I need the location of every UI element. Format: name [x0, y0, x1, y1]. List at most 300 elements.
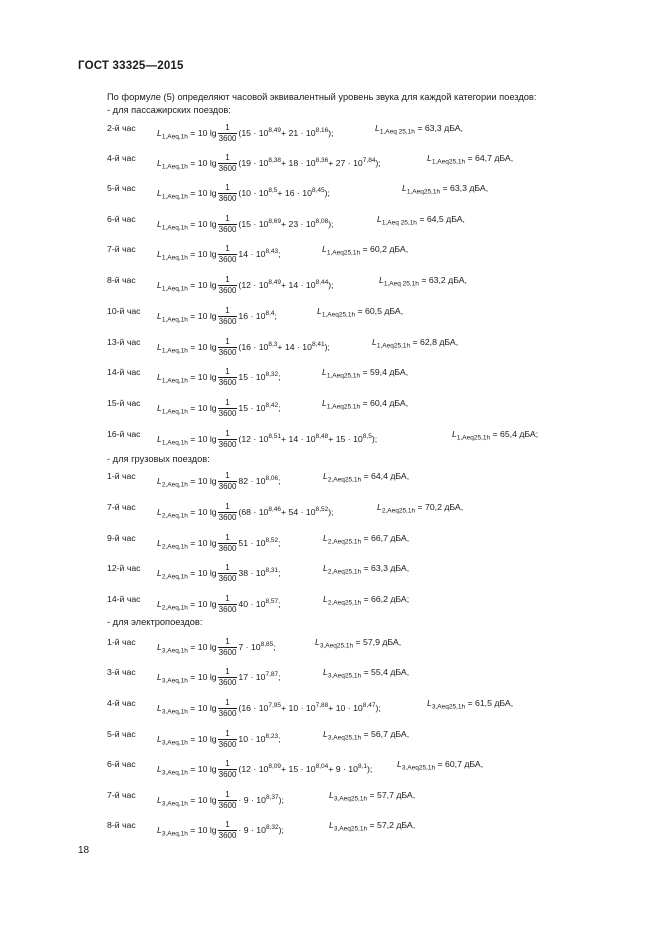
level-symbol: L [157, 794, 162, 805]
fraction [218, 275, 238, 296]
hour-label: 5-й час [107, 183, 136, 193]
level-symbol: L [157, 402, 162, 413]
result-value [323, 729, 409, 742]
log-operator: = 10 lg [190, 279, 217, 290]
level-subscript: 1,Aeq,1h [161, 254, 188, 262]
formula-expression [157, 337, 330, 358]
sum-expression: $40 \cdot 10^{8,57}$; [238, 597, 281, 609]
result-value [323, 471, 409, 484]
level-symbol: L [157, 641, 162, 652]
log-operator: = 10 lg [190, 371, 217, 382]
result-symbol: L [397, 759, 402, 769]
fraction [218, 398, 238, 419]
hour-label: 5-й час [107, 729, 136, 739]
log-operator: = 10 lg [190, 567, 217, 578]
sum-expression: $(12 \cdot 10^{8,49}+ 14 \cdot 10^{8,44})$; [238, 278, 334, 290]
fraction-numerator: 1 [218, 398, 238, 409]
result-level: = 70,2 дБА, [417, 502, 464, 512]
result-subscript: 1,Aeq 25,1h [383, 280, 419, 288]
sum-expression: $17 \cdot 10^{7,87}$; [238, 670, 281, 682]
result-level: = 60,5 дБА, [357, 306, 404, 316]
result-symbol: L [402, 183, 407, 193]
level-subscript: 2,Aeq,1h [161, 543, 188, 551]
sum-expression: $(16 \cdot 10^{8,3}+ 14 \cdot 10^{8,41})$; [238, 340, 330, 352]
fraction-denominator: 3600 [218, 709, 237, 718]
result-symbol: L [452, 429, 457, 439]
log-operator: = 10 lg [190, 671, 217, 682]
result-subscript: 2,Aeq25,1h [381, 507, 416, 515]
hour-label: 1-й час [107, 637, 136, 647]
level-symbol: L [157, 279, 162, 290]
fraction-numerator: 1 [218, 123, 238, 134]
fraction-numerator: 1 [218, 337, 238, 348]
result-symbol: L [323, 729, 328, 739]
sum-expression: $7 \cdot 10^{8,85}$; [238, 640, 276, 652]
fraction-denominator: 3600 [218, 225, 237, 234]
result-symbol: L [329, 790, 334, 800]
result-symbol: L [377, 502, 382, 512]
result-subscript: 1,Aeq25,1h [326, 249, 361, 257]
result-subscript: 3,Aeq25,1h [319, 642, 354, 650]
formula-expression [157, 502, 334, 523]
level-symbol: L [157, 506, 162, 517]
level-subscript: 3,Aeq,1h [161, 677, 188, 685]
result-symbol: L [323, 594, 328, 604]
result-symbol: L [323, 471, 328, 481]
fraction [218, 306, 238, 327]
result-subscript: 1,Aeq 25,1h [381, 219, 417, 227]
formula-expression [157, 429, 377, 450]
hour-label: 8-й час [107, 275, 136, 285]
fraction [218, 244, 238, 265]
log-operator: = 10 lg [190, 824, 217, 835]
level-subscript: 1,Aeq,1h [161, 163, 188, 171]
result-value [323, 667, 409, 680]
formula-expression [157, 275, 334, 296]
hour-label: 8-й час [107, 820, 136, 830]
result-value [377, 214, 465, 227]
hour-label: 4-й час [107, 153, 136, 163]
level-symbol: L [157, 763, 162, 774]
fraction-denominator: 3600 [218, 605, 237, 614]
hour-label: 6-й час [107, 214, 136, 224]
result-subscript: 2,Aeq25,1h [327, 538, 362, 546]
formula-expression [157, 153, 381, 174]
fraction [218, 729, 238, 750]
formula-expression [157, 214, 334, 235]
result-level: = 60,2 дБА, [362, 244, 409, 254]
fraction-numerator: 1 [218, 820, 238, 831]
fraction [218, 820, 238, 841]
result-level: = 61,5 дБА, [467, 698, 514, 708]
level-subscript: 1,Aeq,1h [161, 347, 188, 355]
result-subscript: 2,Aeq25,1h [327, 599, 362, 607]
fraction-denominator: 3600 [218, 770, 237, 779]
fraction-denominator: 3600 [218, 194, 237, 203]
fraction-numerator: 1 [218, 502, 238, 513]
sum-expression: $(19 \cdot 10^{8,38}+ 18 \cdot 10^{8,36}+ 27 \cdot 10^{7,84})$; [238, 156, 381, 168]
log-operator: = 10 lg [190, 341, 217, 352]
result-subscript: 3,Aeq25,1h [401, 764, 436, 772]
sum-expression: $51 \cdot 10^{8,52}$; [238, 536, 281, 548]
result-value [427, 153, 513, 166]
fraction-numerator: 1 [218, 306, 238, 317]
result-level: = 63,3 дБА, [363, 563, 410, 573]
fraction-denominator: 3600 [218, 378, 237, 387]
sum-expression: $(15 \cdot 10^{8,49}+ 21 \cdot 10^{8,16})$; [238, 126, 334, 138]
formula-expression [157, 820, 284, 841]
result-symbol: L [375, 123, 380, 133]
result-level: = 57,7 дБА, [369, 790, 416, 800]
fraction [218, 790, 238, 811]
fraction-numerator: 1 [218, 790, 238, 801]
hour-label: 13-й час [107, 337, 141, 347]
fraction [218, 337, 238, 358]
level-symbol: L [157, 157, 162, 168]
level-subscript: 3,Aeq,1h [161, 769, 188, 777]
result-subscript: 1,Aeq 25,1h [379, 128, 415, 136]
result-value [322, 398, 408, 411]
hour-label: 15-й час [107, 398, 141, 408]
result-value [452, 429, 538, 442]
result-value [329, 820, 415, 833]
hour-label: 14-й час [107, 594, 141, 604]
log-operator: = 10 lg [190, 218, 217, 229]
formula-expression [157, 533, 281, 554]
fraction [218, 429, 238, 450]
result-value [317, 306, 403, 319]
hour-label: 9-й час [107, 533, 136, 543]
intro-line: По формуле (5) определяют часовой эквивалентный уровень звука для каждой категории поездов: [107, 92, 537, 102]
result-value [427, 698, 513, 711]
result-level: = 56,7 дБА, [363, 729, 410, 739]
fraction-numerator: 1 [218, 214, 238, 225]
log-operator: = 10 lg [190, 127, 217, 138]
formula-expression [157, 398, 281, 419]
fraction-denominator: 3600 [218, 440, 237, 449]
fraction [218, 667, 238, 688]
sum-expression: $15 \cdot 10^{8,42}$; [238, 401, 281, 413]
result-symbol: L [372, 337, 377, 347]
level-subscript: 3,Aeq,1h [161, 830, 188, 838]
fraction-numerator: 1 [218, 183, 238, 194]
log-operator: = 10 lg [190, 402, 217, 413]
fraction [218, 123, 238, 144]
fraction-denominator: 3600 [218, 134, 237, 143]
section-heading-electric: - для электропоездов: [107, 617, 203, 627]
fraction [218, 367, 238, 388]
result-level: = 64,7 дБА, [467, 153, 514, 163]
formula-expression [157, 759, 372, 780]
result-symbol: L [317, 306, 322, 316]
document-standard-header: ГОСТ 33325—2015 [78, 60, 184, 72]
level-symbol: L [157, 475, 162, 486]
hour-label: 14-й час [107, 367, 141, 377]
result-value [379, 275, 467, 288]
fraction [218, 533, 238, 554]
result-level: = 66,7 дБА, [363, 533, 410, 543]
formula-expression [157, 367, 281, 388]
formula-expression [157, 471, 281, 492]
level-subscript: 3,Aeq,1h [161, 739, 188, 747]
fraction-denominator: 3600 [218, 482, 237, 491]
result-level: = 63,2 дБА, [421, 275, 467, 285]
level-symbol: L [157, 733, 162, 744]
level-symbol: L [157, 671, 162, 682]
formula-expression [157, 637, 276, 658]
hour-label: 12-й час [107, 563, 141, 573]
result-subscript: 3,Aeq25,1h [333, 795, 368, 803]
fraction-denominator: 3600 [218, 348, 237, 357]
result-symbol: L [322, 398, 327, 408]
log-operator: = 10 lg [190, 475, 217, 486]
level-symbol: L [157, 187, 162, 198]
sum-expression: $82 \cdot 10^{8,06}$; [238, 474, 281, 486]
formula-expression [157, 594, 281, 615]
fraction-denominator: 3600 [218, 740, 237, 749]
result-subscript: 3,Aeq25,1h [431, 703, 466, 711]
page-number: 18 [78, 845, 90, 856]
level-symbol: L [157, 824, 162, 835]
fraction [218, 594, 238, 615]
log-operator: = 10 lg [190, 794, 217, 805]
result-level: = 57,2 дБА, [369, 820, 416, 830]
result-level: = 55,4 дБА, [363, 667, 410, 677]
hour-label: 7-й час [107, 790, 136, 800]
result-value [372, 337, 458, 350]
result-subscript: 1,Aeq25.1h [326, 403, 361, 411]
log-operator: = 10 lg [190, 702, 217, 713]
log-operator: = 10 lg [190, 187, 217, 198]
log-operator: = 10 lg [190, 733, 217, 744]
result-symbol: L [323, 563, 328, 573]
result-symbol: L [377, 214, 382, 224]
result-level: = 60,7 дБА, [437, 759, 484, 769]
formula-expression [157, 306, 277, 327]
fraction-numerator: 1 [218, 667, 238, 678]
level-subscript: 2,Aeq,1h [161, 481, 188, 489]
result-symbol: L [322, 244, 327, 254]
result-value [375, 123, 463, 136]
fraction-numerator: 1 [218, 729, 238, 740]
fraction-denominator: 3600 [218, 801, 237, 810]
fraction-numerator: 1 [218, 637, 238, 648]
fraction [218, 153, 238, 174]
sum-expression: $14 \cdot 10^{8,43}$; [238, 247, 281, 259]
result-subscript: 2,Aeq25,1h [327, 476, 362, 484]
level-symbol: L [157, 702, 162, 713]
fraction-denominator: 3600 [218, 831, 237, 840]
result-level: = 59,4 дБА, [362, 367, 409, 377]
intro-subheading-passenger: - для пассажирских поездов: [107, 105, 231, 115]
section-heading-freight: - для грузовых поездов: [107, 454, 210, 464]
hour-label: 7-й час [107, 244, 136, 254]
result-subscript: 1,Aeq25,1h [376, 342, 411, 350]
result-symbol: L [379, 275, 384, 285]
sum-expression: $16 \cdot 10^{8,4}$; [238, 309, 277, 321]
result-symbol: L [329, 820, 334, 830]
sum-expression: $(12 \cdot 10^{8,09}+ 15 \cdot 10^{8,04}+ 9 \cdot 10^{8,1})$; [238, 762, 373, 774]
fraction-numerator: 1 [218, 533, 238, 544]
level-subscript: 2,Aeq,1h [161, 573, 188, 581]
fraction-denominator: 3600 [218, 317, 237, 326]
level-subscript: 3,Aeq,1h [161, 800, 188, 808]
result-value [377, 502, 463, 515]
log-operator: = 10 lg [190, 763, 217, 774]
result-subscript: 1,Aeq25,1h [326, 372, 361, 380]
result-symbol: L [323, 667, 328, 677]
level-subscript: 2,Aeq,1h [161, 512, 188, 520]
fraction-denominator: 3600 [218, 286, 237, 295]
fraction [218, 637, 238, 658]
fraction [218, 563, 238, 584]
log-operator: = 10 lg [190, 598, 217, 609]
log-operator: = 10 lg [190, 248, 217, 259]
log-operator: = 10 lg [190, 157, 217, 168]
fraction-denominator: 3600 [218, 409, 237, 418]
level-subscript: 1,Aeq,1h [161, 408, 188, 416]
level-subscript: 1,Aeq,1h [161, 224, 188, 232]
fraction [218, 471, 238, 492]
result-value [397, 759, 483, 772]
formula-expression [157, 790, 284, 811]
fraction-numerator: 1 [218, 759, 238, 770]
hour-label: 10-й час [107, 306, 141, 316]
sum-expression: $38 \cdot 10^{8,31}$; [238, 566, 281, 578]
result-value [323, 533, 409, 546]
result-level: = 57,9 дБА, [355, 637, 402, 647]
result-subscript: 1,Aeq25,1h [321, 311, 356, 319]
log-operator: = 10 lg [190, 537, 217, 548]
formula-expression [157, 729, 281, 750]
log-operator: = 10 lg [190, 506, 217, 517]
level-symbol: L [157, 127, 162, 138]
level-symbol: L [157, 218, 162, 229]
fraction-numerator: 1 [218, 429, 238, 440]
result-value [402, 183, 488, 196]
level-symbol: L [157, 341, 162, 352]
fraction-numerator: 1 [218, 563, 238, 574]
hour-label: 2-й час [107, 123, 136, 133]
sum-expression: $(10 \cdot 10^{8,5}+ 16 \cdot 10^{8,45})$; [238, 186, 330, 198]
fraction-numerator: 1 [218, 153, 238, 164]
level-subscript: 1,Aeq,1h [161, 133, 188, 141]
fraction-numerator: 1 [218, 698, 238, 709]
result-symbol: L [315, 637, 320, 647]
level-subscript: 3,Aeq,1h [161, 647, 188, 655]
sum-expression: $(15 \cdot 10^{8,69}+ 23 \cdot 10^{8,08})$; [238, 217, 334, 229]
fraction-denominator: 3600 [218, 648, 237, 657]
level-symbol: L [157, 598, 162, 609]
level-subscript: 1,Aeq,1h [161, 285, 188, 293]
result-subscript: 1,Aeq25,1h [406, 188, 441, 196]
result-value [323, 594, 409, 607]
formula-expression [157, 667, 281, 688]
formula-expression [157, 698, 381, 719]
hour-label: 1-й час [107, 471, 136, 481]
result-subscript: 1,Aeq25,1h [456, 434, 491, 442]
result-subscript: 3,Aeq25,1h [333, 825, 368, 833]
level-subscript: 1,Aeq,1h [161, 316, 188, 324]
level-symbol: L [157, 567, 162, 578]
result-value [322, 244, 408, 257]
fraction-numerator: 1 [218, 244, 238, 255]
sum-expression: · $9 \cdot 10^{8,37}$); [238, 793, 284, 805]
result-value [315, 637, 401, 650]
fraction [218, 502, 238, 523]
hour-label: 4-й час [107, 698, 136, 708]
result-level: = 66,2 дБА; [363, 594, 410, 604]
level-subscript: 2,Aeq,1h [161, 604, 188, 612]
formula-expression [157, 563, 281, 584]
level-subscript: 1,Aeq,1h [161, 377, 188, 385]
fraction-denominator: 3600 [218, 678, 237, 687]
fraction-numerator: 1 [218, 275, 238, 286]
level-symbol: L [157, 537, 162, 548]
level-subscript: 3,Aeq,1h [161, 708, 188, 716]
hour-label: 3-й час [107, 667, 136, 677]
level-symbol: L [157, 248, 162, 259]
result-level: = 62,8 дБА, [412, 337, 459, 347]
level-subscript: 1,Aeq,1h [161, 439, 188, 447]
fraction-numerator: 1 [218, 471, 238, 482]
level-subscript: 1,Aeq,1h [161, 193, 188, 201]
level-symbol: L [157, 371, 162, 382]
result-symbol: L [322, 367, 327, 377]
intro-paragraph [107, 91, 536, 117]
result-value [323, 563, 409, 576]
sum-expression: $(68 \cdot 10^{8,46}+ 54 \cdot 10^{8,52})$; [238, 505, 334, 517]
fraction-denominator: 3600 [218, 255, 237, 264]
fraction [218, 183, 238, 204]
result-subscript: 3,Aeq25,1h [327, 734, 362, 742]
hour-label: 16-й час [107, 429, 141, 439]
fraction-numerator: 1 [218, 367, 238, 378]
result-value [329, 790, 415, 803]
result-level: = 63,3 дБА, [442, 183, 489, 193]
log-operator: = 10 lg [190, 310, 217, 321]
fraction-denominator: 3600 [218, 544, 237, 553]
log-operator: = 10 lg [190, 433, 217, 444]
sum-expression: $(16 \cdot 10^{7,95}+ 10 \cdot 10^{7,88}+ 10 \cdot 10^{8,47})$; [238, 701, 381, 713]
sum-expression: $(12 \cdot 10^{8,51}+ 14 \cdot 10^{8,48}+ 15 \cdot 10^{8,5})$; [238, 432, 378, 444]
fraction-denominator: 3600 [218, 574, 237, 583]
result-symbol: L [427, 698, 432, 708]
fraction [218, 698, 238, 719]
formula-expression [157, 123, 334, 144]
log-operator: = 10 lg [190, 641, 217, 652]
hour-label: 7-й час [107, 502, 136, 512]
result-symbol: L [427, 153, 432, 163]
result-level: = 63,3 дБА, [417, 123, 463, 133]
level-symbol: L [157, 310, 162, 321]
fraction-numerator: 1 [218, 594, 238, 605]
result-level: = 64,5 дБА, [419, 214, 465, 224]
result-level: = 64,4 дБА, [363, 471, 410, 481]
sum-expression: $15 \cdot 10^{8,32}$; [238, 370, 281, 382]
hour-label: 6-й час [107, 759, 136, 769]
result-symbol: L [323, 533, 328, 543]
fraction [218, 214, 238, 235]
result-subscript: 1,Aeq25,1h [431, 158, 466, 166]
level-symbol: L [157, 433, 162, 444]
sum-expression: $10 \cdot 10^{8,23}$; [238, 732, 281, 744]
formula-expression [157, 183, 330, 204]
result-value [322, 367, 408, 380]
fraction-denominator: 3600 [218, 164, 237, 173]
fraction-denominator: 3600 [218, 513, 237, 522]
formula-expression [157, 244, 281, 265]
